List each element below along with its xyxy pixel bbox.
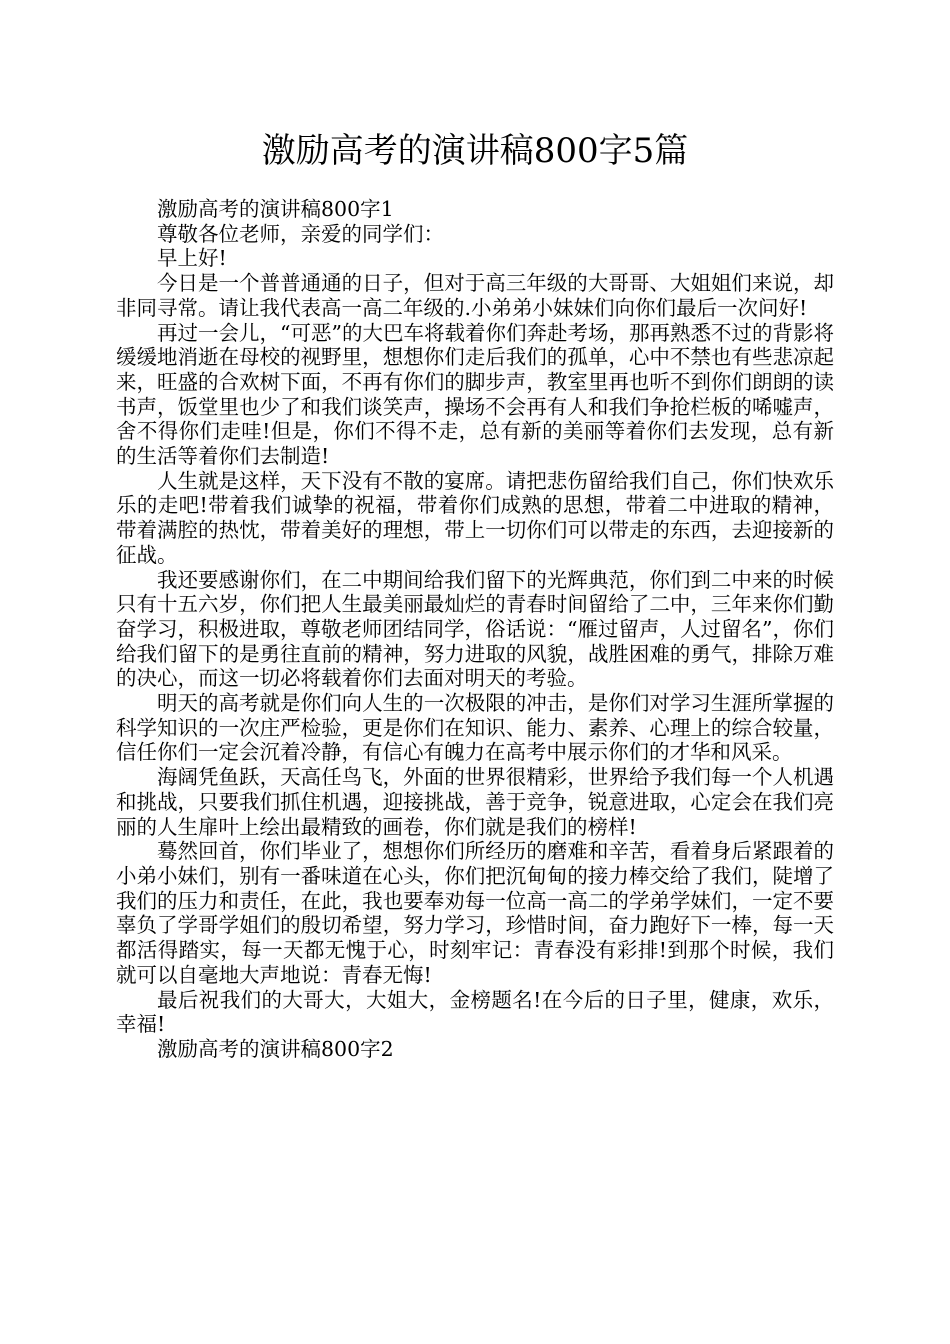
paragraph-closing: 最后祝我们的大哥大，大姐大，金榜题名!在今后的日子里，健康，欢乐，幸福!	[116, 987, 834, 1037]
section-heading-1: 激励高考的演讲稿800字1	[157, 197, 394, 221]
section-heading-2: 激励高考的演讲稿800字2	[157, 1036, 394, 1061]
paragraph-world: 海阔凭鱼跃，天高任鸟飞，外面的世界很精彩，世界给予我们每一个人机遇和挑战，只要我们抓住机遇，迎接挑战，善于竞争，锐意进取，心定会在我们亮丽的人生扉叶上绘出最精致的画卷，你们就是我们的榜样!	[116, 765, 834, 839]
paragraph-thanks: 我还要感谢你们，在二中期间给我们留下的光辉典范，你们到二中来的时候只有十五六岁，你们把人生最美丽最灿烂的青春时间留给了二中，三年来你们勤奋学习，积极进取，尊敬老师团结同学，俗话说：“雁过留声，人过留名”，你们给我们留下的是勇往直前的精神，努力进取的风貌，战胜困难的勇气，排除万难的决心，而这一切必将载着你们去面对明天的考验。	[116, 567, 834, 691]
paragraph-looking-back: 蓦然回首，你们毕业了，想想你们所经历的磨难和辛苦，看着身后紧跟着的小弟小妹们，别有一番味道在心头，你们把沉甸甸的接力棒交给了我们，陡增了我们的压力和责任，在此，我也要奉劝每一位高一高二的学弟学妹们，一定不要辜负了学哥学姐们的殷切希望，努力学习，珍惜时间，奋力跑好下一棒，每一天都活得踏实，每一天都无愧于心，时刻牢记：青春没有彩排!到那个时候，我们就可以自毫地大声地说：青春无悔!	[116, 839, 834, 987]
paragraph-intro: 今日是一个普普通通的日子，但对于高三年级的大哥哥、大姐姐们来说，却非同寻常。请让我代表高一高二年级的.小弟弟小妹妹们向你们最后一次问好!	[116, 271, 834, 320]
document-title: 激励高考的演讲稿800字5篇	[261, 131, 689, 171]
paragraph-exam: 明天的高考就是你们向人生的一次极限的冲击，是你们对学习生涯所掌握的科学知识的一次庄严检验，更是你们在知识、能力、素养、心理上的综合较量，信任你们一定会沉着冷静，有信心有魄力在高考中展示你们的才华和风采。	[116, 691, 834, 765]
greeting: 早上好!	[157, 246, 227, 271]
salutation: 尊敬各位老师，亲爱的同学们：	[157, 221, 444, 246]
paragraph-life: 人生就是这样，天下没有不散的宴席。请把悲伤留给我们自己，你们快欢乐乐的走吧!带着我们诚挚的祝福，带着你们成熟的思想，带着二中进取的精神，带着满腔的热忱，带着美好的理想，带上一切你们可以带走的东西，去迎接新的征战。	[116, 468, 834, 567]
paragraph-farewell: 再过一会儿，“可恶”的大巴车将载着你们奔赴考场，那再熟悉不过的背影将缓缓地消逝在母校的视野里，想想你们走后我们的孤单，心中不禁也有些悲凉起来，旺盛的合欢树下面，不再有你们的脚步声，教室里再也听不到你们朗朗的读书声，饭堂里也少了和我们谈笑声，操场不会再有人和我们争抢栏板的唏嘘声，舍不得你们走哇!但是，你们不得不走，总有新的美丽等着你们去发现，总有新的生活等着你们去制造!	[116, 320, 834, 469]
document-body	[116, 197, 834, 1062]
